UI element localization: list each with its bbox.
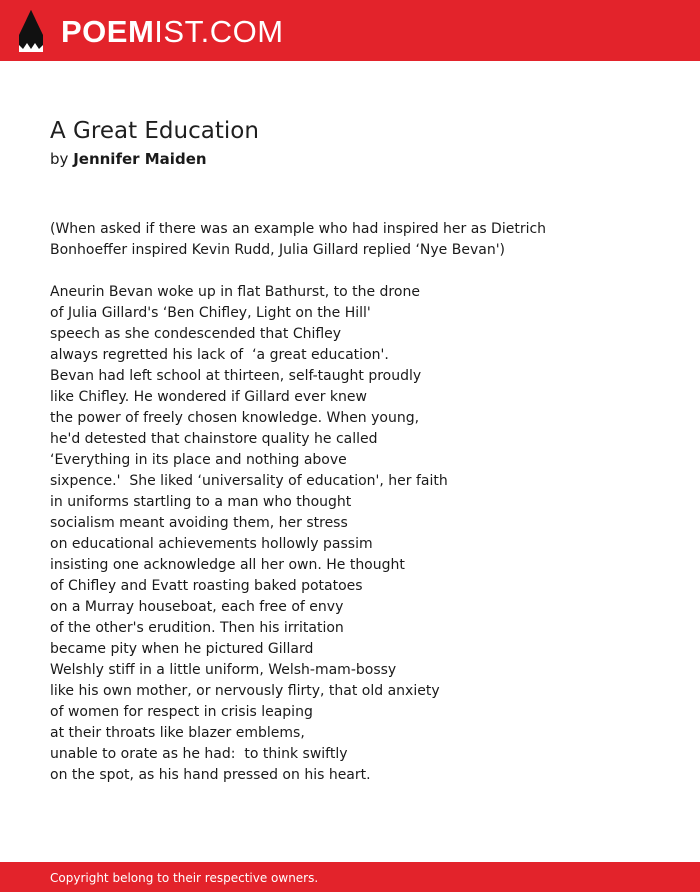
poem-line: became pity when he pictured Gillard (50, 641, 314, 657)
poem-line: he'd detested that chainstore quality he called (50, 431, 378, 447)
poem-line: unable to orate as he had: to think swiftly (50, 746, 348, 762)
site-footer (0, 862, 700, 892)
copyright-notice: Copyright belong to their respective owners. (50, 871, 319, 885)
poem-line: like his own mother, or nervously flirty, that old anxiety (50, 683, 440, 699)
poem-byline (50, 148, 207, 170)
logo-text-bold: POEM (61, 13, 155, 49)
site-logo-link[interactable] (18, 10, 284, 52)
poem-line: of the other's erudition. Then his irritation (50, 620, 344, 636)
poem-line: Bevan had left school at thirteen, self-taught proudly (50, 368, 422, 384)
poem-line: socialism meant avoiding them, her stress (50, 515, 348, 531)
epigraph-line: Bonhoeffer inspired Kevin Rudd, Julia Gillard replied ‘Nye Bevan') (50, 242, 505, 258)
byline-prefix: by (50, 150, 69, 168)
poem-line: on the spot, as his hand pressed on his heart. (50, 767, 371, 783)
stanza-gap (50, 261, 670, 282)
poem-line: of Julia Gillard's ‘Ben Chifley, Light on the Hill' (50, 305, 371, 321)
poem-line: Welshly stiff in a little uniform, Welsh-mam-bossy (50, 662, 397, 678)
poem-line: of Chifley and Evatt roasting baked potatoes (50, 578, 363, 594)
author-name[interactable]: Jennifer Maiden (73, 150, 207, 168)
site-logo-text (61, 13, 284, 49)
poem-line: Aneurin Bevan woke up in flat Bathurst, to the drone (50, 284, 420, 300)
poem-line: on educational achievements hollowly passim (50, 536, 373, 552)
poem-line: of women for respect in crisis leaping (50, 704, 313, 720)
poem-line: ‘Everything in its place and nothing above (50, 452, 347, 468)
poem-body (50, 219, 670, 786)
poem-line: always regretted his lack of ‘a great education'. (50, 347, 389, 363)
poem-line: at their throats like blazer emblems, (50, 725, 305, 741)
poem-line: sixpence.' She liked ‘universality of education', her faith (50, 473, 448, 489)
pencil-logo-icon (18, 10, 44, 52)
logo-text-light: IST.COM (154, 13, 284, 49)
poem-line: like Chifley. He wondered if Gillard ever knew (50, 389, 367, 405)
poem-line: in uniforms startling to a man who thought (50, 494, 352, 510)
poem-line: speech as she condescended that Chifley (50, 326, 342, 342)
site-header (0, 0, 700, 61)
epigraph-line: (When asked if there was an example who had inspired her as Dietrich (50, 221, 547, 237)
poem-line: insisting one acknowledge all her own. He thought (50, 557, 405, 573)
poem-line: on a Murray houseboat, each free of envy (50, 599, 344, 615)
poem-title: A Great Education (50, 118, 259, 144)
poem-line: the power of freely chosen knowledge. When young, (50, 410, 420, 426)
